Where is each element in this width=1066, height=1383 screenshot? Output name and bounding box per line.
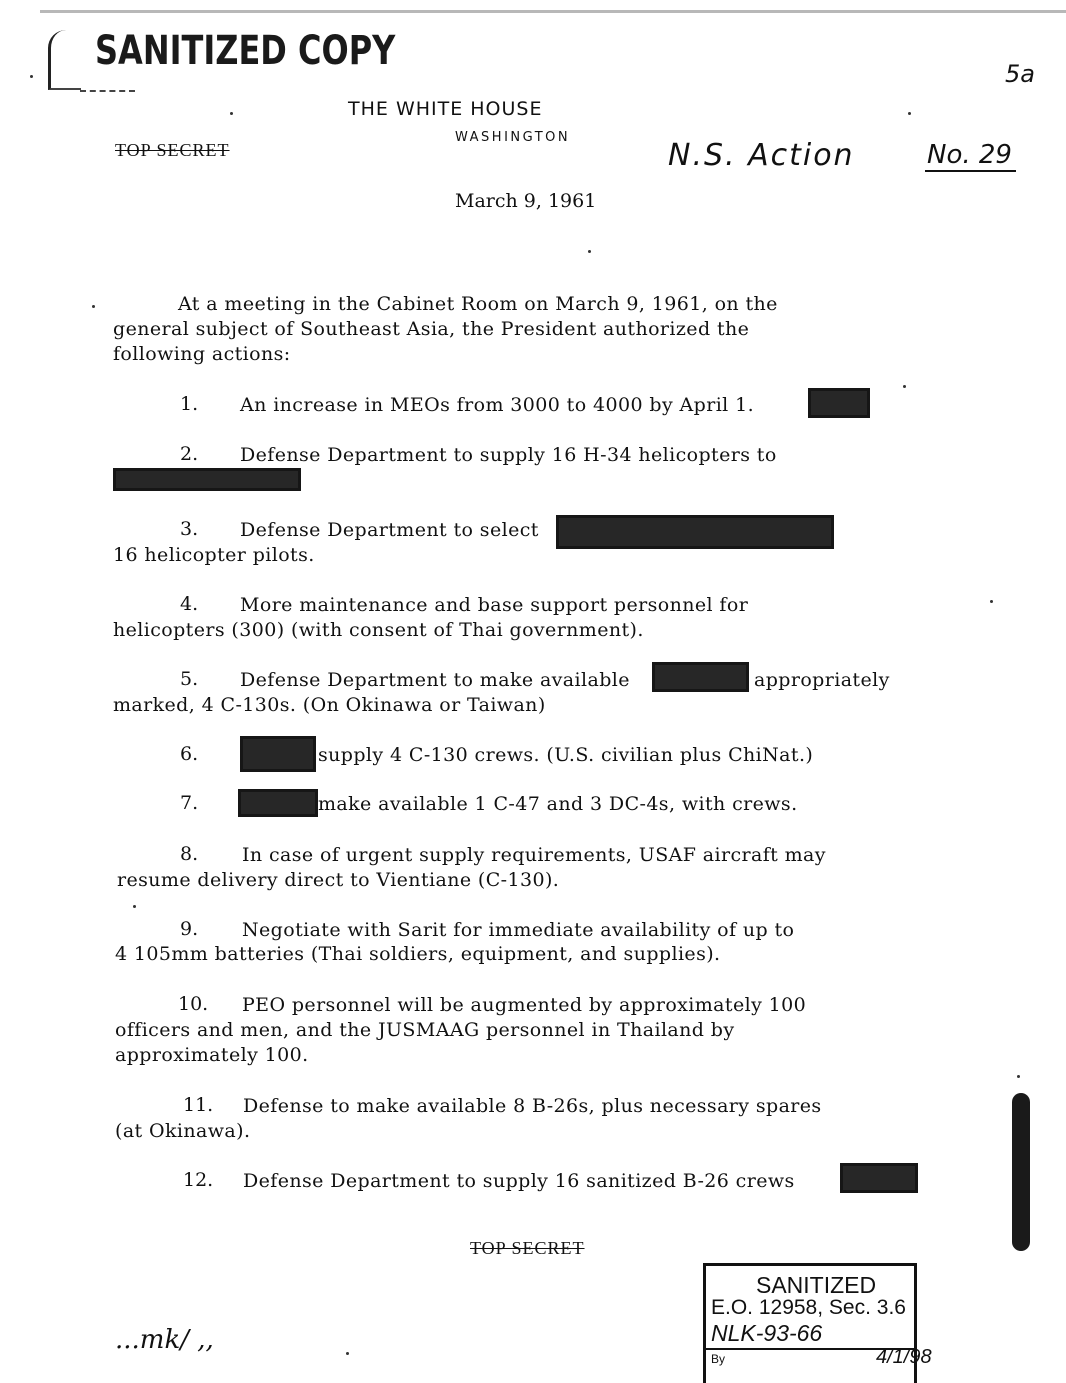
redaction-block	[556, 515, 834, 549]
item-9-text-2: 4 105mm batteries (Thai soldiers, equipment, and supplies).	[115, 943, 721, 965]
item-4-text-2: helicopters (300) (with consent of Thai government).	[113, 619, 644, 641]
item-8-text-1: In case of urgent supply requirements, USAF aircraft may	[242, 844, 826, 866]
redaction-block	[240, 736, 316, 772]
scan-speck	[133, 905, 136, 908]
handwritten-initials: ...mk/ ,,	[115, 1325, 214, 1355]
corner-page-note: 5a	[1005, 60, 1035, 88]
item-12-text: Defense Department to supply 16 sanitized B-26 crews	[243, 1170, 795, 1192]
item-4-text-1: More maintenance and base support personnel for	[240, 594, 749, 616]
scan-speck	[92, 305, 95, 308]
action-label-handwritten: N.S. Action	[668, 138, 855, 173]
redaction-block	[808, 388, 870, 418]
item-3-text-2: 16 helicopter pilots.	[113, 544, 315, 566]
item-5-text-1: Defense Department to make available	[240, 669, 630, 691]
stamp-line-sanitized: SANITIZED	[756, 1272, 877, 1298]
item-number: 3.	[180, 518, 199, 540]
stamp-line-eo: E.O. 12958, Sec. 3.6	[711, 1296, 906, 1319]
scan-speck	[990, 600, 993, 603]
stamp-bracket-mark	[48, 30, 81, 90]
scan-speck	[30, 75, 33, 78]
item-number: 1.	[180, 393, 199, 415]
item-10-text-2: officers and men, and the JUSMAAG personnel in Thailand by	[115, 1019, 735, 1041]
intro-line-1: At a meeting in the Cabinet Room on March 9, 1961, on the	[178, 293, 778, 315]
item-9-text-1: Negotiate with Sarit for immediate availability of up to	[242, 919, 795, 941]
scan-speck	[230, 112, 233, 115]
stamp-dashes	[80, 90, 135, 92]
item-10-text-1: PEO personnel will be augmented by approximately 100	[242, 994, 807, 1016]
item-number: 8.	[180, 843, 199, 865]
item-number: 5.	[180, 668, 199, 690]
intro-line-2: general subject of Southeast Asia, the President authorized the	[113, 318, 750, 340]
stamp-line-date: 4/1/98	[876, 1346, 932, 1368]
item-number: 11.	[183, 1094, 214, 1116]
intro-line-3: following actions:	[113, 343, 291, 365]
item-2-text: Defense Department to supply 16 H-34 helicopters to	[240, 444, 777, 466]
item-5-text-3: marked, 4 C-130s. (On Okinawa or Taiwan)	[113, 694, 546, 716]
item-number: 6.	[180, 743, 199, 765]
item-number: 2.	[180, 443, 199, 465]
item-6-text: supply 4 C-130 crews. (U.S. civilian plus ChiNat.)	[318, 744, 814, 766]
item-number: 10.	[178, 993, 209, 1015]
stamp-line-case-number: NLK-93-66	[711, 1320, 823, 1346]
scan-speck	[588, 250, 591, 253]
item-number: 7.	[180, 792, 199, 814]
redaction-block	[840, 1163, 918, 1193]
letterhead-title: THE WHITE HOUSE	[348, 98, 543, 120]
margin-ink-bar	[1012, 1093, 1030, 1251]
stamp-line-by: By	[711, 1352, 726, 1366]
scan-speck	[1017, 1075, 1020, 1078]
item-5-text-2: appropriately	[754, 669, 890, 691]
sanitized-copy-stamp: SANITIZED COPY	[95, 28, 396, 74]
redaction-block	[652, 662, 749, 692]
redaction-block	[238, 789, 318, 817]
action-number-handwritten: No. 29	[925, 140, 1016, 172]
item-3-text-1: Defense Department to select	[240, 519, 539, 541]
item-11-text-1: Defense to make available 8 B-26s, plus necessary spares	[243, 1095, 822, 1117]
classification-top: TOP SECRET	[115, 140, 230, 160]
scan-top-edge	[40, 10, 1066, 13]
scan-speck	[908, 112, 911, 115]
item-7-text: make available 1 C-47 and 3 DC-4s, with crews.	[318, 793, 798, 815]
classification-bottom: TOP SECRET	[470, 1238, 585, 1258]
item-11-text-2: (at Okinawa).	[115, 1120, 251, 1142]
item-number: 12.	[183, 1169, 214, 1191]
item-number: 4.	[180, 593, 199, 615]
redaction-block	[113, 468, 301, 491]
item-10-text-3: approximately 100.	[115, 1044, 309, 1066]
item-1-text: An increase in MEOs from 3000 to 4000 by April 1.	[240, 394, 755, 416]
scan-speck	[903, 385, 906, 388]
item-8-text-2: resume delivery direct to Vientiane (C-130).	[117, 869, 560, 891]
sanitized-declassification-stamp	[703, 1263, 932, 1383]
memo-date: March 9, 1961	[455, 190, 597, 212]
item-number: 9.	[180, 918, 199, 940]
scan-speck	[346, 1352, 349, 1355]
letterhead-location: WASHINGTON	[455, 130, 571, 145]
